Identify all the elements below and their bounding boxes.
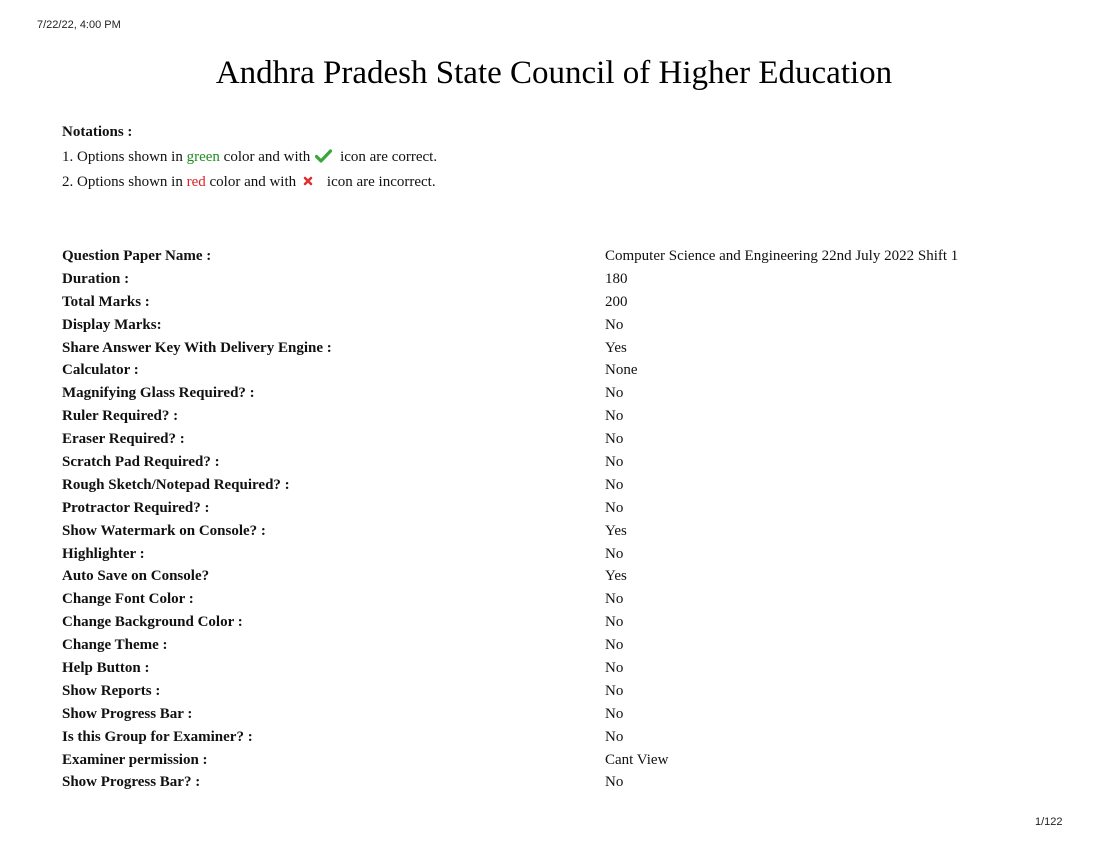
detail-row [62,500,1042,523]
notations-section [62,124,437,199]
detail-row [62,340,1042,363]
notation-text: 2. Options shown in [62,174,187,190]
print-date: 7/22/22, 4:00 PM [37,19,121,31]
detail-value: No [605,499,624,516]
detail-value: 200 [605,293,628,310]
detail-label: Question Paper Name : [62,248,212,264]
detail-value: Yes [605,339,627,356]
detail-row [62,294,1042,317]
detail-value: No [605,431,624,448]
detail-label: Show Progress Bar? : [62,774,201,791]
detail-value: No [605,591,624,608]
detail-value: Yes [605,568,627,585]
detail-value: Cant View [605,751,669,768]
detail-row [62,706,1042,729]
detail-value: Computer Science and Engineering 22nd July 2022 Shift 1 [605,248,959,264]
detail-value: No [605,682,624,699]
detail-row [62,523,1042,546]
notation-text: 1. Options shown in [62,149,187,165]
cross-icon [303,174,313,184]
detail-row [62,729,1042,752]
detail-value: No [605,774,624,791]
detail-row [62,614,1042,637]
notation-text: icon are correct. [336,149,438,165]
detail-row [62,568,1042,591]
detail-row [62,408,1042,431]
detail-value: No [605,660,624,677]
detail-label: Total Marks : [62,293,150,310]
detail-label: Change Theme : [62,637,168,654]
detail-row [62,385,1042,408]
notation-color-word: red [186,174,206,190]
notation-text: color and with [205,174,297,190]
detail-row [62,683,1042,706]
detail-label: Rough Sketch/Notepad Required? : [62,476,290,493]
detail-value: No [605,705,624,722]
detail-label: Protractor Required? : [62,499,210,516]
detail-value: None [605,362,638,379]
notation-correct [62,149,437,174]
detail-value: No [605,637,624,654]
detail-row [62,752,1042,775]
detail-label: Change Background Color : [62,614,243,631]
paper-details-table [62,248,1042,797]
detail-label: Change Font Color : [62,591,194,608]
page-title: Andhra Pradesh State Council of Higher Education [215,55,893,91]
detail-value: No [605,476,624,493]
detail-value: 180 [605,270,628,287]
detail-label: Highlighter : [62,545,145,562]
detail-label: Scratch Pad Required? : [62,454,220,471]
detail-label: Help Button : [62,660,150,677]
page-number: 1/122 [1035,816,1063,828]
detail-label: Auto Save on Console? [62,568,210,585]
detail-label: Show Watermark on Console? : [62,522,266,539]
detail-value: No [605,454,624,471]
detail-label: Examiner permission : [62,751,208,768]
detail-label: Calculator : [62,362,139,379]
notations-heading: Notations : [62,124,133,140]
detail-value: Yes [605,522,627,539]
detail-label: Show Progress Bar : [62,705,193,722]
detail-label: Show Reports : [62,682,161,699]
notation-color-word: green [186,149,220,165]
detail-label: Eraser Required? : [62,431,185,448]
detail-row [62,362,1042,385]
detail-row [62,431,1042,454]
detail-row [62,546,1042,569]
detail-label: Ruler Required? : [62,408,179,425]
detail-value: No [605,545,624,562]
detail-label: Share Answer Key With Delivery Engine : [62,339,332,356]
detail-row [62,774,1042,797]
detail-value: No [605,385,624,402]
detail-value: No [605,316,624,333]
detail-row [62,660,1042,683]
detail-row [62,591,1042,614]
detail-value: No [605,408,624,425]
detail-label: Display Marks: [62,316,162,333]
detail-row [62,248,1042,271]
notation-incorrect [62,174,437,199]
detail-value: No [605,614,624,631]
detail-label: Is this Group for Examiner? : [62,728,253,745]
notation-text: color and with [219,149,311,165]
detail-row [62,271,1042,294]
detail-row [62,477,1042,500]
detail-label: Magnifying Glass Required? : [62,385,255,402]
notation-text: icon are incorrect. [323,174,436,190]
detail-value: No [605,728,624,745]
detail-row [62,454,1042,477]
detail-label: Duration : [62,270,130,287]
detail-row [62,317,1042,340]
detail-row [62,637,1042,660]
check-icon [315,149,332,163]
